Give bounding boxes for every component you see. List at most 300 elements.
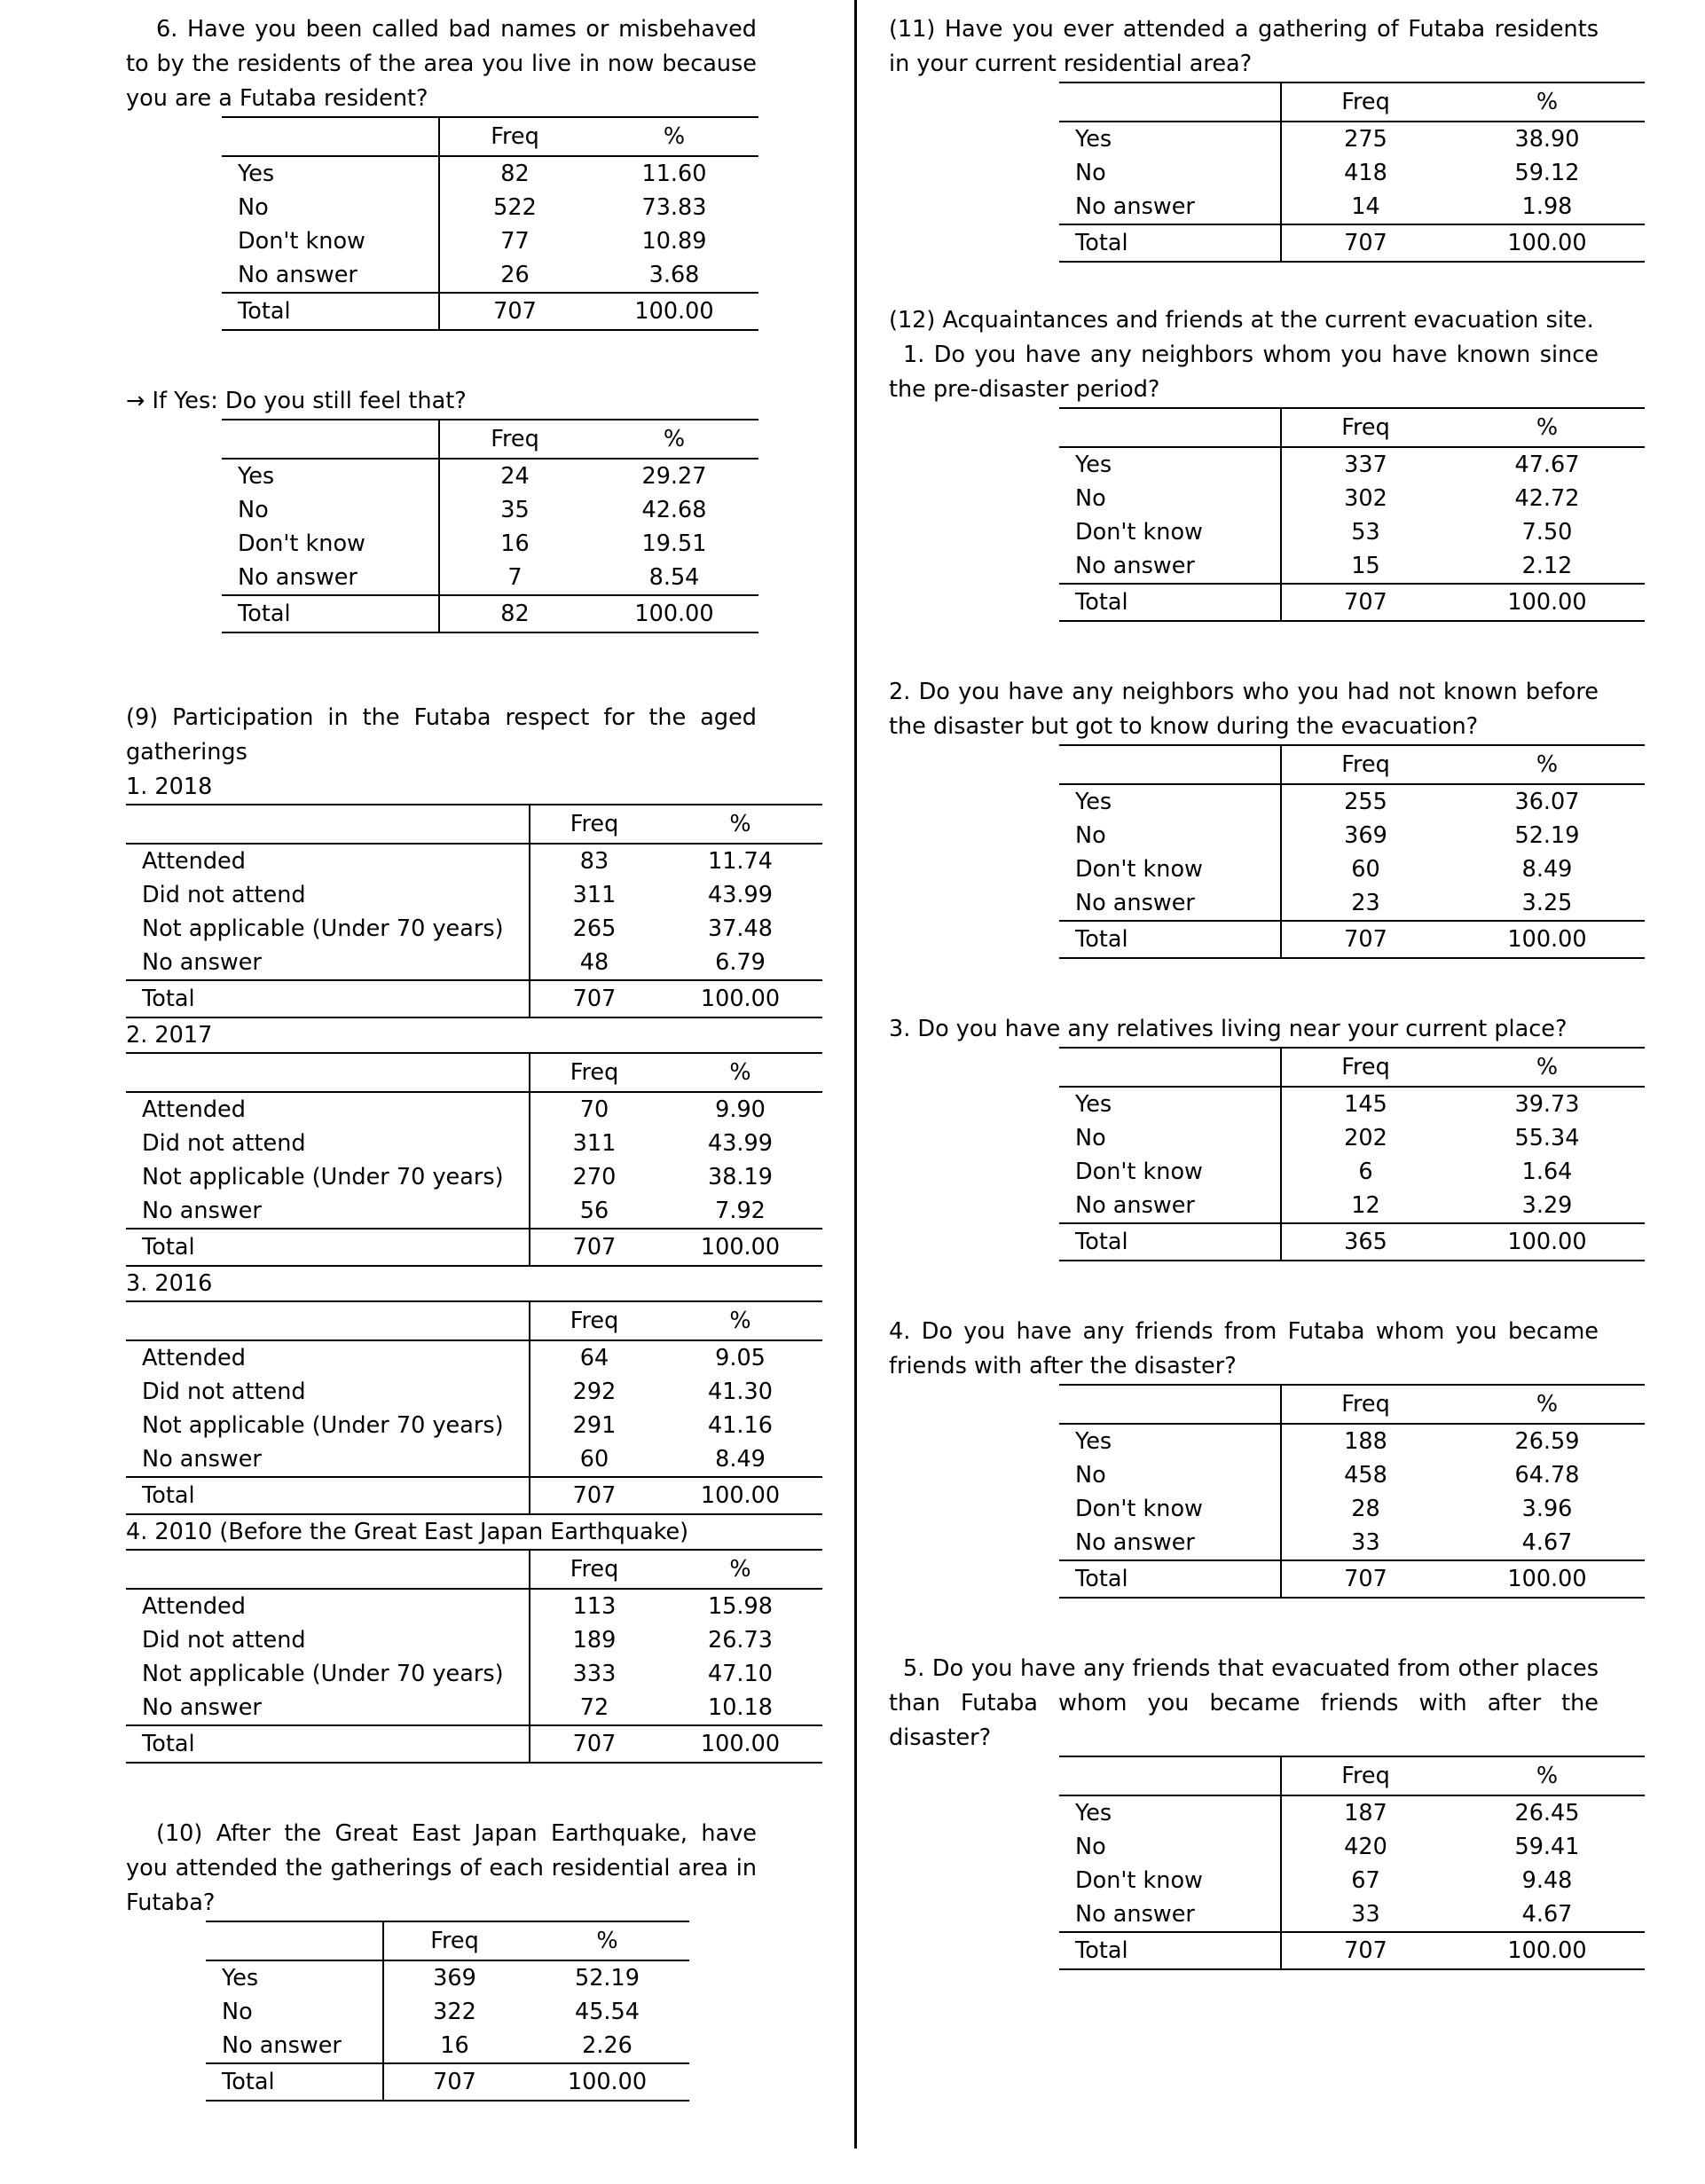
subsection-label-2017: 2. 2017 bbox=[126, 1022, 213, 1049]
row-pct: 8.49 bbox=[715, 1446, 766, 1473]
right-column bbox=[857, 0, 1705, 1970]
row-label: No bbox=[206, 1995, 383, 2029]
row-pct: 10.89 bbox=[641, 228, 707, 255]
total-freq: 707 bbox=[530, 1725, 658, 1763]
left-column bbox=[0, 0, 854, 2102]
row-label: Yes bbox=[1059, 784, 1281, 819]
table-row bbox=[1059, 1830, 1645, 1864]
row-label: Not applicable (Under 70 years) bbox=[126, 1409, 530, 1442]
table-total-row bbox=[1059, 1932, 1645, 1969]
row-label: Did not attend bbox=[126, 1623, 530, 1657]
total-label: Total bbox=[126, 1477, 530, 1514]
freq-table-q6 bbox=[222, 116, 758, 331]
row-label: Attended bbox=[126, 1092, 530, 1127]
col-header-pct: % bbox=[525, 1921, 689, 1960]
table-row bbox=[126, 1657, 822, 1691]
row-freq: 14 bbox=[1351, 193, 1380, 220]
col-header-pct: % bbox=[1450, 1385, 1645, 1424]
table-total-row bbox=[1059, 1223, 1645, 1261]
table-row bbox=[222, 258, 758, 293]
table-header-row bbox=[222, 420, 758, 459]
col-header-label bbox=[126, 1053, 530, 1092]
total-freq: 707 bbox=[1281, 584, 1450, 621]
col-header-pct: % bbox=[658, 1053, 822, 1092]
row-pct: 45.54 bbox=[574, 1999, 640, 2025]
row-label: Don't know bbox=[1059, 852, 1281, 886]
total-label: Total bbox=[1059, 1223, 1281, 1261]
row-freq: 265 bbox=[572, 915, 617, 942]
row-freq: 26 bbox=[500, 262, 530, 288]
row-label: No answer bbox=[126, 1442, 530, 1477]
row-label: Attended bbox=[126, 844, 530, 878]
table-row bbox=[126, 1442, 822, 1477]
row-freq: 23 bbox=[1351, 890, 1380, 916]
table-total-row bbox=[1059, 584, 1645, 621]
table-row bbox=[1059, 852, 1645, 886]
row-label: Yes bbox=[1059, 1424, 1281, 1458]
row-label: Attended bbox=[126, 1589, 530, 1623]
row-pct: 26.59 bbox=[1514, 1428, 1580, 1455]
row-label: Yes bbox=[1059, 1087, 1281, 1121]
row-pct: 1.98 bbox=[1521, 193, 1573, 220]
total-pct: 100.00 bbox=[590, 595, 758, 632]
row-pct: 64.78 bbox=[1514, 1462, 1580, 1489]
table-row bbox=[126, 912, 822, 946]
row-label: Yes bbox=[206, 1960, 383, 1995]
table-row bbox=[1059, 1526, 1645, 1560]
row-label: No bbox=[1059, 819, 1281, 852]
row-freq: 369 bbox=[1344, 822, 1387, 849]
row-pct: 3.29 bbox=[1521, 1192, 1573, 1219]
row-freq: 15 bbox=[1351, 553, 1380, 579]
total-freq: 82 bbox=[439, 595, 590, 632]
table-row bbox=[222, 527, 758, 561]
row-freq: 202 bbox=[1344, 1125, 1387, 1151]
row-pct: 3.68 bbox=[648, 262, 700, 288]
table-row bbox=[1059, 1155, 1645, 1189]
col-header-label bbox=[206, 1921, 383, 1960]
row-label: Not applicable (Under 70 years) bbox=[126, 1160, 530, 1194]
row-label: No bbox=[222, 191, 439, 224]
row-label: Don't know bbox=[1059, 515, 1281, 549]
row-label: Did not attend bbox=[126, 1127, 530, 1160]
row-freq: 458 bbox=[1344, 1462, 1387, 1489]
total-label: Total bbox=[222, 595, 439, 632]
row-label: Yes bbox=[1059, 447, 1281, 482]
row-label: No answer bbox=[1059, 549, 1281, 584]
total-freq: 707 bbox=[383, 2063, 525, 2101]
table-row bbox=[1059, 1897, 1645, 1932]
row-freq: 187 bbox=[1344, 1800, 1387, 1827]
total-pct: 100.00 bbox=[1450, 584, 1645, 621]
table-row bbox=[126, 1340, 822, 1375]
col-header-freq: Freq bbox=[1281, 745, 1450, 784]
row-label: No answer bbox=[1059, 1526, 1281, 1560]
freq-table-q12-1 bbox=[1059, 407, 1645, 622]
row-pct: 4.67 bbox=[1521, 1529, 1573, 1556]
row-pct: 43.99 bbox=[707, 1130, 773, 1157]
row-freq: 322 bbox=[433, 1999, 476, 2025]
col-header-label bbox=[1059, 1385, 1281, 1424]
row-pct: 11.74 bbox=[707, 848, 773, 875]
table-row bbox=[222, 224, 758, 258]
col-header-pct: % bbox=[1450, 1048, 1645, 1087]
row-label: Don't know bbox=[1059, 1864, 1281, 1897]
row-pct: 47.67 bbox=[1514, 452, 1580, 478]
row-freq: 188 bbox=[1344, 1428, 1387, 1455]
row-freq: 292 bbox=[572, 1379, 617, 1405]
row-freq: 255 bbox=[1344, 789, 1387, 815]
row-label: Don't know bbox=[222, 224, 439, 258]
row-freq: 33 bbox=[1351, 1901, 1380, 1928]
table-row bbox=[1059, 784, 1645, 819]
row-label: Yes bbox=[1059, 1795, 1281, 1830]
table-row bbox=[1059, 122, 1645, 156]
row-freq: 72 bbox=[579, 1694, 609, 1721]
row-freq: 53 bbox=[1351, 519, 1380, 546]
table-total-row bbox=[222, 293, 758, 330]
table-header-row bbox=[1059, 1756, 1645, 1795]
row-pct: 8.49 bbox=[1521, 856, 1573, 883]
freq-table-q10 bbox=[206, 1921, 689, 2102]
row-freq: 16 bbox=[500, 530, 530, 557]
row-label: Attended bbox=[126, 1340, 530, 1375]
row-freq: 77 bbox=[500, 228, 530, 255]
table-row bbox=[126, 1127, 822, 1160]
table-row bbox=[126, 1409, 822, 1442]
freq-table-q12-5 bbox=[1059, 1756, 1645, 1970]
table-row bbox=[126, 1691, 822, 1725]
row-freq: 56 bbox=[579, 1198, 609, 1224]
total-freq: 707 bbox=[1281, 1932, 1450, 1969]
col-header-label bbox=[1059, 82, 1281, 122]
table-row bbox=[1059, 1189, 1645, 1223]
table-row bbox=[1059, 447, 1645, 482]
row-freq: 7 bbox=[507, 564, 522, 591]
total-label: Total bbox=[1059, 1932, 1281, 1969]
question-text-q6-followup: → If Yes: Do you still feel that? bbox=[126, 388, 467, 414]
row-pct: 8.54 bbox=[648, 564, 700, 591]
question-text-q12-3: 3. Do you have any relatives living near your current place? bbox=[889, 1016, 1568, 1042]
col-header-freq: Freq bbox=[530, 1550, 658, 1589]
col-header-label bbox=[1059, 408, 1281, 447]
row-label: Not applicable (Under 70 years) bbox=[126, 912, 530, 946]
row-pct: 38.90 bbox=[1514, 126, 1580, 153]
table-row bbox=[1059, 1492, 1645, 1526]
row-freq: 12 bbox=[1351, 1192, 1380, 1219]
table-total-row bbox=[126, 1725, 822, 1763]
table-total-row bbox=[1059, 921, 1645, 958]
row-label: No answer bbox=[222, 561, 439, 595]
row-label: No bbox=[222, 493, 439, 527]
freq-table-q6-followup bbox=[222, 419, 758, 633]
row-pct: 41.30 bbox=[707, 1379, 773, 1405]
row-freq: 67 bbox=[1351, 1867, 1380, 1894]
table-row bbox=[126, 1375, 822, 1409]
question-text-q12-2: 2. Do you have any neighbors who you had not known before the disaster but got to know during the evacuation? bbox=[889, 679, 1599, 740]
row-pct: 9.90 bbox=[715, 1096, 766, 1123]
row-freq: 113 bbox=[572, 1593, 617, 1620]
row-pct: 52.19 bbox=[574, 1965, 640, 1992]
total-freq: 707 bbox=[1281, 224, 1450, 262]
row-label: Don't know bbox=[1059, 1492, 1281, 1526]
row-pct: 37.48 bbox=[707, 915, 773, 942]
row-pct: 59.41 bbox=[1514, 1834, 1580, 1860]
col-header-pct: % bbox=[1450, 408, 1645, 447]
table-row bbox=[126, 1160, 822, 1194]
total-freq: 707 bbox=[530, 980, 658, 1017]
col-header-label bbox=[126, 1301, 530, 1340]
question-text-q11: (11) Have you ever attended a gathering of Futaba residents in your current residential area? bbox=[889, 16, 1599, 77]
table-total-row bbox=[1059, 224, 1645, 262]
col-header-freq: Freq bbox=[1281, 1385, 1450, 1424]
table-total-row bbox=[222, 595, 758, 632]
total-pct: 100.00 bbox=[658, 1725, 822, 1763]
row-pct: 15.98 bbox=[707, 1593, 773, 1620]
col-header-freq: Freq bbox=[1281, 408, 1450, 447]
total-freq: 707 bbox=[1281, 1560, 1450, 1598]
question-text-q12-4: 4. Do you have any friends from Futaba whom you became friends with after the disaster? bbox=[889, 1318, 1599, 1379]
row-pct: 11.60 bbox=[641, 161, 707, 187]
row-pct: 39.73 bbox=[1514, 1091, 1580, 1118]
total-label: Total bbox=[222, 293, 439, 330]
total-label: Total bbox=[1059, 224, 1281, 262]
row-pct: 7.50 bbox=[1521, 519, 1573, 546]
row-label: No answer bbox=[1059, 190, 1281, 224]
table-row bbox=[126, 1092, 822, 1127]
table-row bbox=[1059, 1795, 1645, 1830]
table-row bbox=[1059, 1424, 1645, 1458]
total-pct: 100.00 bbox=[1450, 224, 1645, 262]
row-label: No answer bbox=[1059, 1189, 1281, 1223]
table-row bbox=[1059, 819, 1645, 852]
row-freq: 24 bbox=[500, 463, 530, 490]
row-pct: 38.19 bbox=[707, 1164, 773, 1190]
row-label: No bbox=[1059, 156, 1281, 190]
row-freq: 522 bbox=[493, 194, 537, 221]
col-header-label bbox=[1059, 1048, 1281, 1087]
row-label: No answer bbox=[126, 1691, 530, 1725]
subsection-label-2016: 3. 2016 bbox=[126, 1270, 213, 1297]
total-freq: 707 bbox=[439, 293, 590, 330]
total-label: Total bbox=[1059, 584, 1281, 621]
total-label: Total bbox=[206, 2063, 383, 2101]
table-row bbox=[1059, 515, 1645, 549]
subsection-label-2010: 4. 2010 (Before the Great East Japan Earthquake) bbox=[126, 1519, 689, 1545]
row-label: No bbox=[1059, 482, 1281, 515]
row-freq: 311 bbox=[572, 882, 617, 908]
table-total-row bbox=[206, 2063, 689, 2101]
row-pct: 36.07 bbox=[1514, 789, 1580, 815]
table-row bbox=[1059, 1458, 1645, 1492]
row-freq: 83 bbox=[579, 848, 609, 875]
freq-table-q9-2010 bbox=[126, 1549, 822, 1764]
row-label: No bbox=[1059, 1458, 1281, 1492]
row-pct: 26.73 bbox=[707, 1627, 773, 1654]
row-freq: 420 bbox=[1344, 1834, 1387, 1860]
total-pct: 100.00 bbox=[1450, 1223, 1645, 1261]
freq-table-q11 bbox=[1059, 82, 1645, 263]
question-text-q12-1: 1. Do you have any neighbors whom you have known since the pre-disaster period? bbox=[889, 342, 1599, 403]
row-label: Don't know bbox=[1059, 1155, 1281, 1189]
total-pct: 100.00 bbox=[658, 1229, 822, 1266]
table-row bbox=[206, 1995, 689, 2029]
table-header-row bbox=[1059, 1048, 1645, 1087]
table-header-row bbox=[222, 117, 758, 156]
table-total-row bbox=[126, 1229, 822, 1266]
col-header-pct: % bbox=[1450, 745, 1645, 784]
freq-table-q9-2017 bbox=[126, 1052, 822, 1267]
row-pct: 47.10 bbox=[707, 1661, 773, 1687]
total-pct: 100.00 bbox=[525, 2063, 689, 2101]
table-row bbox=[1059, 156, 1645, 190]
row-pct: 19.51 bbox=[641, 530, 707, 557]
row-pct: 9.05 bbox=[715, 1345, 766, 1371]
subsection-label-2018: 1. 2018 bbox=[126, 774, 213, 800]
row-pct: 29.27 bbox=[641, 463, 707, 490]
table-row bbox=[1059, 1087, 1645, 1121]
row-label: No answer bbox=[1059, 1897, 1281, 1932]
col-header-pct: % bbox=[658, 1550, 822, 1589]
total-pct: 100.00 bbox=[658, 1477, 822, 1514]
question-text-q10: (10) After the Great East Japan Earthquake, have you attended the gatherings of each residential area in Futaba? bbox=[126, 1820, 757, 1916]
row-pct: 3.25 bbox=[1521, 890, 1573, 916]
table-row bbox=[126, 1623, 822, 1657]
table-total-row bbox=[1059, 1560, 1645, 1598]
row-freq: 6 bbox=[1358, 1159, 1373, 1185]
row-label: Yes bbox=[222, 459, 439, 493]
row-label: No bbox=[1059, 1830, 1281, 1864]
section-header-q12: (12) Acquaintances and friends at the current evacuation site. bbox=[889, 307, 1594, 334]
row-freq: 302 bbox=[1344, 485, 1387, 512]
table-row bbox=[1059, 482, 1645, 515]
row-pct: 41.16 bbox=[707, 1412, 773, 1439]
row-label: No answer bbox=[126, 946, 530, 980]
table-header-row bbox=[1059, 408, 1645, 447]
col-header-pct: % bbox=[658, 805, 822, 844]
question-text-q12-5: 5. Do you have any friends that evacuated from other places than Futaba whom you became friends with after the disaster? bbox=[889, 1655, 1599, 1751]
total-freq: 707 bbox=[1281, 921, 1450, 958]
row-freq: 369 bbox=[433, 1965, 476, 1992]
total-pct: 100.00 bbox=[658, 980, 822, 1017]
row-freq: 189 bbox=[572, 1627, 617, 1654]
row-pct: 42.68 bbox=[641, 497, 707, 523]
row-label: No answer bbox=[1059, 886, 1281, 921]
row-freq: 64 bbox=[579, 1345, 609, 1371]
table-row bbox=[1059, 1121, 1645, 1155]
col-header-label bbox=[1059, 1756, 1281, 1795]
total-label: Total bbox=[1059, 921, 1281, 958]
col-header-freq: Freq bbox=[1281, 1048, 1450, 1087]
table-row bbox=[1059, 886, 1645, 921]
row-pct: 59.12 bbox=[1514, 160, 1580, 186]
row-freq: 70 bbox=[579, 1096, 609, 1123]
col-header-label bbox=[222, 420, 439, 459]
row-label: No answer bbox=[206, 2029, 383, 2063]
total-label: Total bbox=[126, 1229, 530, 1266]
row-pct: 2.12 bbox=[1521, 553, 1573, 579]
table-row bbox=[222, 493, 758, 527]
freq-table-q12-2 bbox=[1059, 744, 1645, 959]
table-row bbox=[1059, 1864, 1645, 1897]
col-header-pct: % bbox=[590, 117, 758, 156]
table-row bbox=[222, 191, 758, 224]
table-row bbox=[126, 844, 822, 878]
col-header-pct: % bbox=[1450, 1756, 1645, 1795]
row-pct: 4.67 bbox=[1521, 1901, 1573, 1928]
row-freq: 311 bbox=[572, 1130, 617, 1157]
col-header-pct: % bbox=[1450, 82, 1645, 122]
row-freq: 82 bbox=[500, 161, 530, 187]
table-header-row bbox=[1059, 745, 1645, 784]
freq-table-q9-2016 bbox=[126, 1300, 822, 1515]
table-header-row bbox=[206, 1921, 689, 1960]
row-pct: 43.99 bbox=[707, 882, 773, 908]
table-row bbox=[126, 878, 822, 912]
table-row bbox=[126, 1194, 822, 1229]
row-label: No answer bbox=[126, 1194, 530, 1229]
row-label: No answer bbox=[222, 258, 439, 293]
col-header-label bbox=[126, 805, 530, 844]
row-pct: 1.64 bbox=[1521, 1159, 1573, 1185]
col-header-freq: Freq bbox=[530, 1053, 658, 1092]
row-freq: 418 bbox=[1344, 160, 1387, 186]
row-pct: 26.45 bbox=[1514, 1800, 1580, 1827]
row-freq: 60 bbox=[1351, 856, 1380, 883]
table-header-row bbox=[126, 805, 822, 844]
freq-table-q9-2018 bbox=[126, 804, 822, 1018]
total-pct: 100.00 bbox=[1450, 1560, 1645, 1598]
row-pct: 2.26 bbox=[582, 2032, 632, 2059]
total-pct: 100.00 bbox=[1450, 1932, 1645, 1969]
row-label: Yes bbox=[222, 156, 439, 191]
row-freq: 60 bbox=[579, 1446, 609, 1473]
row-freq: 291 bbox=[572, 1412, 617, 1439]
table-row bbox=[206, 1960, 689, 1995]
table-header-row bbox=[1059, 1385, 1645, 1424]
table-row bbox=[126, 946, 822, 980]
col-header-pct: % bbox=[590, 420, 758, 459]
row-label: Yes bbox=[1059, 122, 1281, 156]
freq-table-q12-3 bbox=[1059, 1047, 1645, 1261]
col-header-label bbox=[222, 117, 439, 156]
table-row bbox=[206, 2029, 689, 2063]
row-label: Not applicable (Under 70 years) bbox=[126, 1657, 530, 1691]
question-text-q6: 6. Have you been called bad names or misbehaved to by the residents of the area you live in now because you are a Futaba resident? bbox=[126, 16, 757, 112]
col-header-pct: % bbox=[658, 1301, 822, 1340]
row-freq: 48 bbox=[579, 949, 609, 976]
row-freq: 33 bbox=[1351, 1529, 1380, 1556]
row-freq: 16 bbox=[440, 2032, 469, 2059]
row-pct: 3.96 bbox=[1521, 1496, 1573, 1522]
table-row bbox=[1059, 549, 1645, 584]
row-freq: 270 bbox=[572, 1164, 617, 1190]
table-header-row bbox=[1059, 82, 1645, 122]
question-text-q9: (9) Participation in the Futaba respect for the aged gatherings bbox=[126, 704, 757, 766]
col-header-freq: Freq bbox=[439, 117, 590, 156]
total-freq: 707 bbox=[530, 1477, 658, 1514]
col-header-freq: Freq bbox=[1281, 1756, 1450, 1795]
row-pct: 10.18 bbox=[707, 1694, 773, 1721]
table-header-row bbox=[126, 1301, 822, 1340]
table-row bbox=[222, 459, 758, 493]
total-freq: 365 bbox=[1281, 1223, 1450, 1261]
row-pct: 9.48 bbox=[1521, 1867, 1573, 1894]
total-label: Total bbox=[126, 980, 530, 1017]
row-label: Don't know bbox=[222, 527, 439, 561]
col-header-label bbox=[1059, 745, 1281, 784]
freq-table-q12-4 bbox=[1059, 1384, 1645, 1599]
